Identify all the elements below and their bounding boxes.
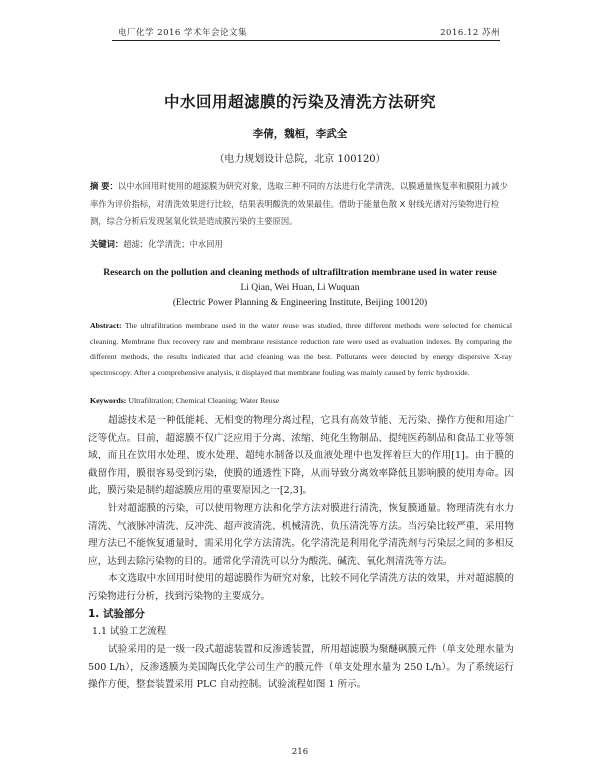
body-paragraph-1: 超滤技术是一种低能耗、无相变的物理分离过程，它具有高效节能、无污染、操作方便和用途广泛等优点。目前，超滤膜不仅广泛应用于分离、浓缩、纯化生物制品、提纯医药制品和食品工业等领域，而且在饮用水处理、废水处理、超纯水制备以及血液处理中也发挥着巨大的作用[1]。由于膜的截留作用，膜很容易受到污染，使膜的通透性下降，从而导致分离效率降低且影响膜的使用寿命。因此，膜污染是制约超滤膜应用的重要原因之一[2,3]。 [88, 415, 514, 497]
abstract-cn-text: 以中水回用时使用的超滤膜为研究对象，选取三种不同的方法进行化学清洗，以膜通量恢复率和膜阻力减少率作为评价指标，对清洗效果进行比较，结果表明酸洗的效果最佳。借助于能量色散 X 射线光谱对污染物进行检测，综合分析后发现氢氧化铁是造成膜污染的主要原因。 [90, 181, 508, 226]
paper-title: 中水回用超滤膜的污染及清洗方法研究 [163, 93, 436, 111]
section-heading-1: 1. 试验部分 [88, 608, 145, 620]
affiliation: （电力规划设计总院，北京 100120） [214, 154, 386, 165]
keywords-cn [90, 238, 510, 250]
running-header [112, 26, 500, 41]
keywords-en [90, 396, 512, 405]
page-number: 216 [291, 747, 309, 757]
keywords-cn-label: 关键词： [90, 239, 124, 249]
abstract-en-text: The ultrafiltration membrane used in the water reuse was studied, three different methods were selected for chemical cleaning. Membrane flux recovery rate and membrane resistance reduction rate were used as evaluation indexes. By comparing the different methods, the results indicated that acid cleaning was the best. Pollutants were detected by energy dispersive X-ray spectroscopy. After a comprehensive analysis, it displayed that membrane fouling was mainly caused by ferric hydroxide. [90, 321, 513, 377]
keywords-en-label: Keywords: [90, 396, 127, 405]
authors-en: Li Qian, Wei Huan, Li Wuquan [240, 283, 360, 293]
header-left: 电厂化学 2016 学术年会论文集 [118, 28, 248, 38]
abstract-cn [90, 178, 510, 231]
body-paragraph-3: 本文选取中水回用时使用的超滤膜作为研究对象，比较不同化学清洗方法的效果，并对超滤膜的污染物进行分析，找到污染物的主要成分。 [88, 573, 514, 602]
abstract-en-label: Abstract: [90, 321, 122, 330]
keywords-en-text: Ultrafiltration; Chemical Cleaning; Water Reuse [128, 396, 280, 405]
keywords-cn-text: 超滤；化学清洗；中水回用 [123, 239, 223, 249]
paper-title-en: Research on the pollution and cleaning methods of ultrafiltration membrane used in water reuse [103, 267, 497, 278]
affiliation-en: (Electric Power Planning & Engineering Institute, Beijing 100120) [172, 298, 428, 308]
header-right: 2016.12 苏州 [440, 28, 500, 38]
subsection-heading-1-1: 1.1 试验工艺流程 [92, 626, 167, 637]
authors: 李倩，魏桓，李武全 [252, 128, 348, 140]
abstract-cn-label: 摘 要： [90, 181, 118, 191]
abstract-en [90, 318, 512, 380]
body-paragraph-2: 针对超滤膜的污染，可以使用物理方法和化学方法对膜进行清洗，恢复膜通量。物理清洗有水力清洗、气液脉冲清洗、反冲洗、超声波清洗、机械清洗、负压清洗等方法。当污染比较严重，采用物理方法已不能恢复通量时，需采用化学方法清洗。化学清洗是利用化学清洗剂与污染层之间的多相反应，达到去除污染物的目的。通常化学清洗可以分为酸洗、碱洗、氧化剂清洗等方法。 [88, 503, 514, 567]
body-paragraph-4: 试验采用的是一级一段式超滤装置和反渗透装置，所用超滤膜为聚醚砜膜元件（单支处理水量为 500 L/h），反渗透膜为美国陶氏化学公司生产的膜元件（单支处理水量为 250 L/h）。为了系统运行操作方便，整套装置采用 PLC 自动控制。试验流程如图 1 所示。 [88, 644, 514, 691]
